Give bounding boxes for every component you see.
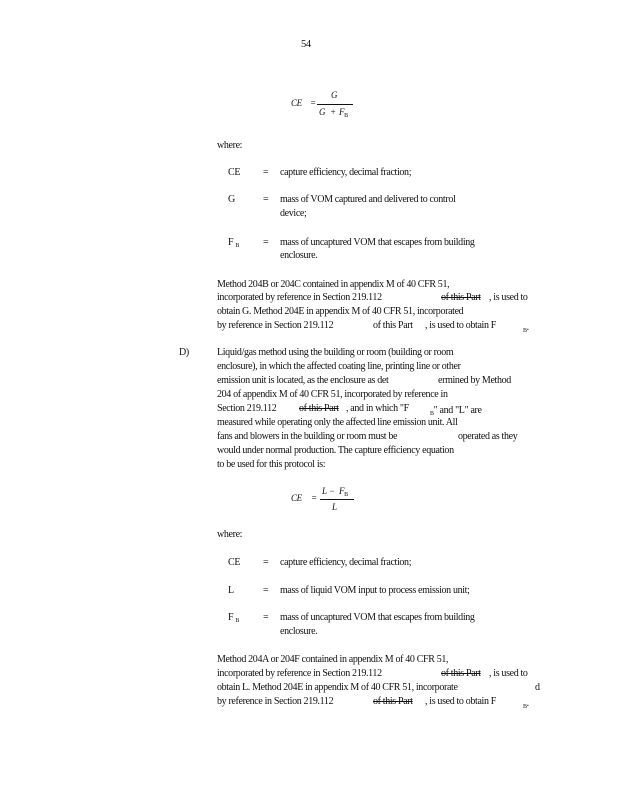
struck-text: of this Part [373,696,413,707]
eq1-fraction-bar [317,104,353,105]
struck-text: of this Part [299,403,339,414]
def-symbol: F $_B$ [228,612,240,624]
eq1-den-f: $F_B$ [339,107,348,119]
para-line: Section 219.112 [217,403,277,414]
struck-text: of this Part [441,668,481,679]
para-line: , is used to [489,668,528,679]
def-symbol: CE [228,557,241,568]
para-line: operated as they [458,431,518,442]
def-text: enclosure. [280,626,318,637]
para-line: by reference in Section 219.112 [217,320,334,331]
def-text: enclosure. [280,250,318,261]
struck-text: of this Part [441,292,481,303]
eq1-equals: = [310,98,316,108]
where-label-1: where: [217,140,243,151]
def-symbol: G [228,194,235,205]
para-line: incorporated by reference in Section 219.112 [217,668,382,679]
para-line: measured while operating only the affected line emission unit. All [217,417,458,428]
para-line: $_B$. [523,698,529,710]
def-text: mass of liquid VOM input to process emission unit; [280,585,470,596]
def-text: device; [280,208,307,219]
def-equals: = [263,612,269,623]
eq2-num-l: L [322,486,327,496]
para-line: Liquid/gas method using the building or room (building or room [217,347,454,358]
eq2-lhs: CE [291,493,302,503]
def-symbol: L [228,585,234,596]
para-line: d [535,682,540,693]
eq2-denominator: L [332,502,337,512]
def-symbol: F $_B$ [228,237,240,249]
para-line: enclosure), in which the affected coating line, printing line or other [217,361,461,372]
def-equals: = [263,557,269,568]
def-symbol: CE [228,167,241,178]
para-line: by reference in Section 219.112 [217,696,334,707]
para-line: , is used to [489,292,528,303]
def-text: capture efficiency, decimal fraction; [280,167,412,178]
eq1-numerator: G [331,90,338,100]
def-text: mass of uncaptured VOM that escapes from building [280,237,475,248]
para-line: to be used for this protocol is: [217,459,326,470]
para-line: ermined by Method [438,375,511,386]
def-equals: = [263,585,269,596]
eq2-num-minus: − [329,486,335,496]
def-equals: = [263,237,269,248]
eq1-den-plus: + [330,107,336,117]
eq2-num-f: $F_B$ [339,486,348,498]
def-text: mass of VOM captured and delivered to control [280,194,456,205]
para-line: , is used to obtain F [425,320,496,331]
para-line: emission unit is located, as the enclosure as det [217,375,389,386]
para-line: fans and blowers in the building or room must be [217,431,398,442]
para-line: Method 204B or 204C contained in appendix M of 40 CFR 51, [217,279,450,290]
para-line: incorporated by reference in Section 219.112 [217,292,382,303]
def-equals: = [263,194,269,205]
para-line: $_B$" and "L" are [430,405,482,417]
para-line: , is used to obtain F [425,696,496,707]
item-label-d: D) [179,347,189,358]
para-line: $_B$. [523,322,529,334]
eq1-den-g: G [319,107,326,117]
eq2-equals: = [311,493,317,503]
eq1-lhs: CE [291,98,302,108]
def-text: mass of uncaptured VOM that escapes from building [280,612,475,623]
para-line: would under normal production. The capture efficiency equation [217,445,454,456]
para-line: of this Part [373,320,413,331]
where-label-2: where: [217,529,243,540]
def-equals: = [263,167,269,178]
para-line: 204 of appendix M of 40 CFR 51, incorporated by reference in [217,389,448,400]
def-text: capture efficiency, decimal fraction; [280,557,412,568]
page-number: 54 [301,39,311,50]
eq2-fraction-bar [320,499,354,500]
para-line: obtain G. Method 204E in appendix M of 40 CFR 51, incorporated [217,306,464,317]
para-line: obtain L. Method 204E in appendix M of 40 CFR 51, incorporate [217,682,458,693]
para-line: , and in which "F [346,403,409,414]
para-line: Method 204A or 204F contained in appendix M of 40 CFR 51, [217,654,449,665]
